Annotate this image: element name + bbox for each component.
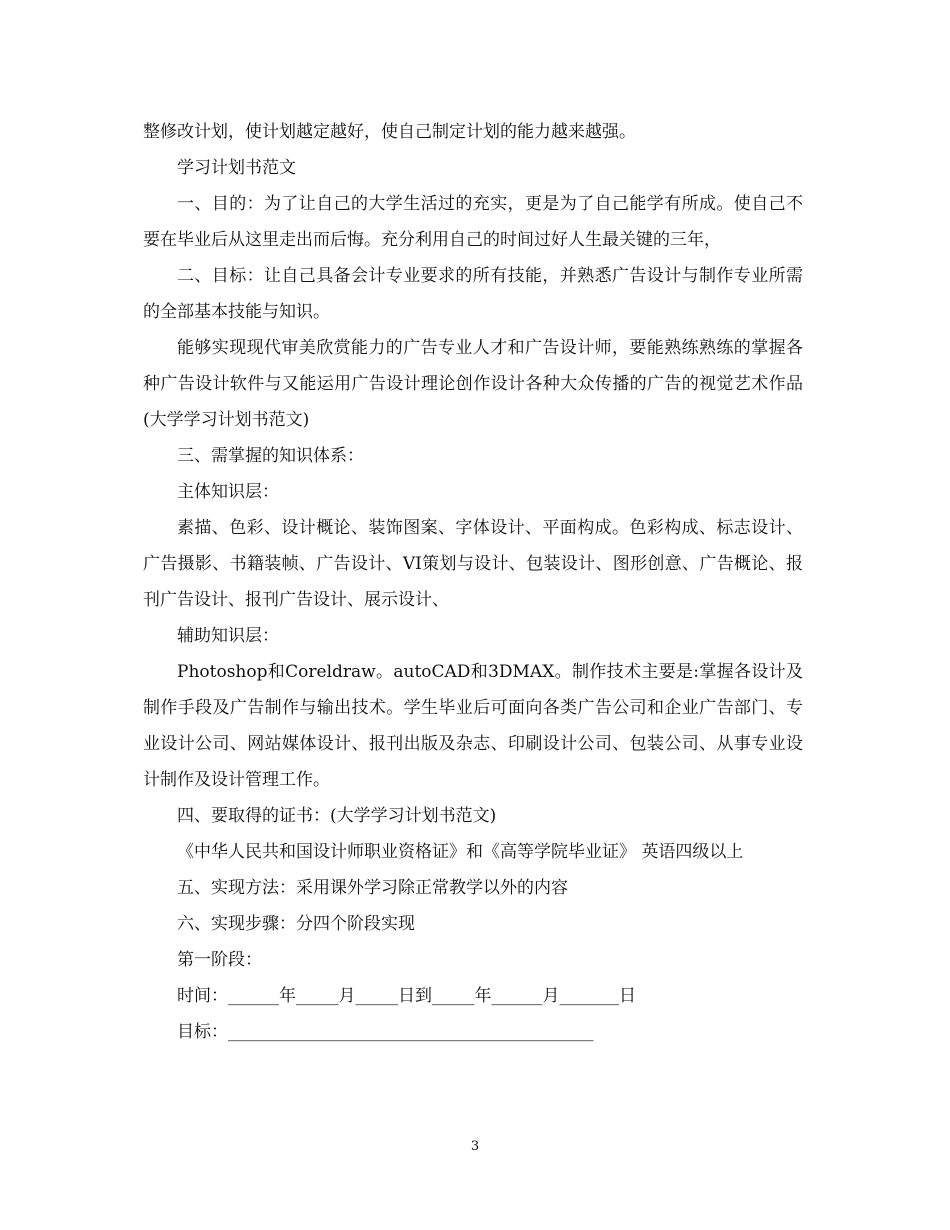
document-body	[143, 114, 803, 1050]
paragraph-main-knowledge: 素描、色彩、设计概论、装饰图案、字体设计、平面构成。色彩构成、标志设计、广告摄影、书籍装帧、广告设计、VI策划与设计、包装设计、图形创意、广告概论、报刊广告设计、报刊广告设计、展示设计、	[143, 518, 803, 610]
paragraph-purpose: 一、目的：为了让自己的大学生活过的充实，更是为了自己能学有所成。使自己不要在毕业后从这里走出而后悔。充分利用自己的时间过好人生最关键的三年，	[143, 194, 803, 250]
heading-certificates: 四、要取得的证书：(大学学习计划书范文)	[177, 806, 497, 826]
paragraph-steps: 六、实现步骤：分四个阶段实现	[177, 914, 415, 934]
heading-knowledge-system: 三、需掌握的知识体系：	[177, 446, 364, 466]
heading-main-knowledge: 主体知识层：	[177, 482, 279, 502]
page-number: 3	[470, 1139, 480, 1154]
paragraph-goal: 二、目标：让自己具备会计专业要求的所有技能，并熟悉广告设计与制作专业所需的全部基本技能与知识。	[143, 266, 803, 322]
heading-auxiliary-knowledge: 辅助知识层：	[177, 626, 279, 646]
paragraph-auxiliary-knowledge: Photoshop和Coreldraw。autoCAD和3DMAX。制作技术主要是:掌握各设计及制作手段及广告制作与输出技术。学生毕业后可面向各类广告公司和企业广告部门、专业设计公司、网站媒体设计、报刊出版及杂志、印刷设计公司、包装公司、从事专业设计制作及设计管理工作。	[143, 662, 803, 790]
paragraph-method: 五、实现方法：采用课外学习除正常教学以外的内容	[177, 878, 568, 898]
paragraph-ability: 能够实现现代审美欣赏能力的广告专业人才和广告设计师，要能熟练熟练的掌握各种广告设计软件与又能运用广告设计理论创作设计各种大众传播的广告的视觉艺术作品(大学学习计划书范文)	[143, 338, 803, 430]
line-target-blank: 目标：___________________________________________	[177, 1022, 594, 1042]
section-title: 学习计划书范文	[177, 158, 296, 178]
line-time-blank: 时间：______年_____月_____日到_____年______月_______日	[177, 986, 636, 1006]
paragraph-certificates: 《中华人民共和国设计师职业资格证》和《高等学院毕业证》 英语四级以上	[177, 842, 744, 862]
paragraph-continuation: 整修改计划，使计划越定越好，使自己制定计划的能力越来越强。	[143, 122, 636, 142]
heading-stage-one: 第一阶段：	[177, 950, 262, 970]
